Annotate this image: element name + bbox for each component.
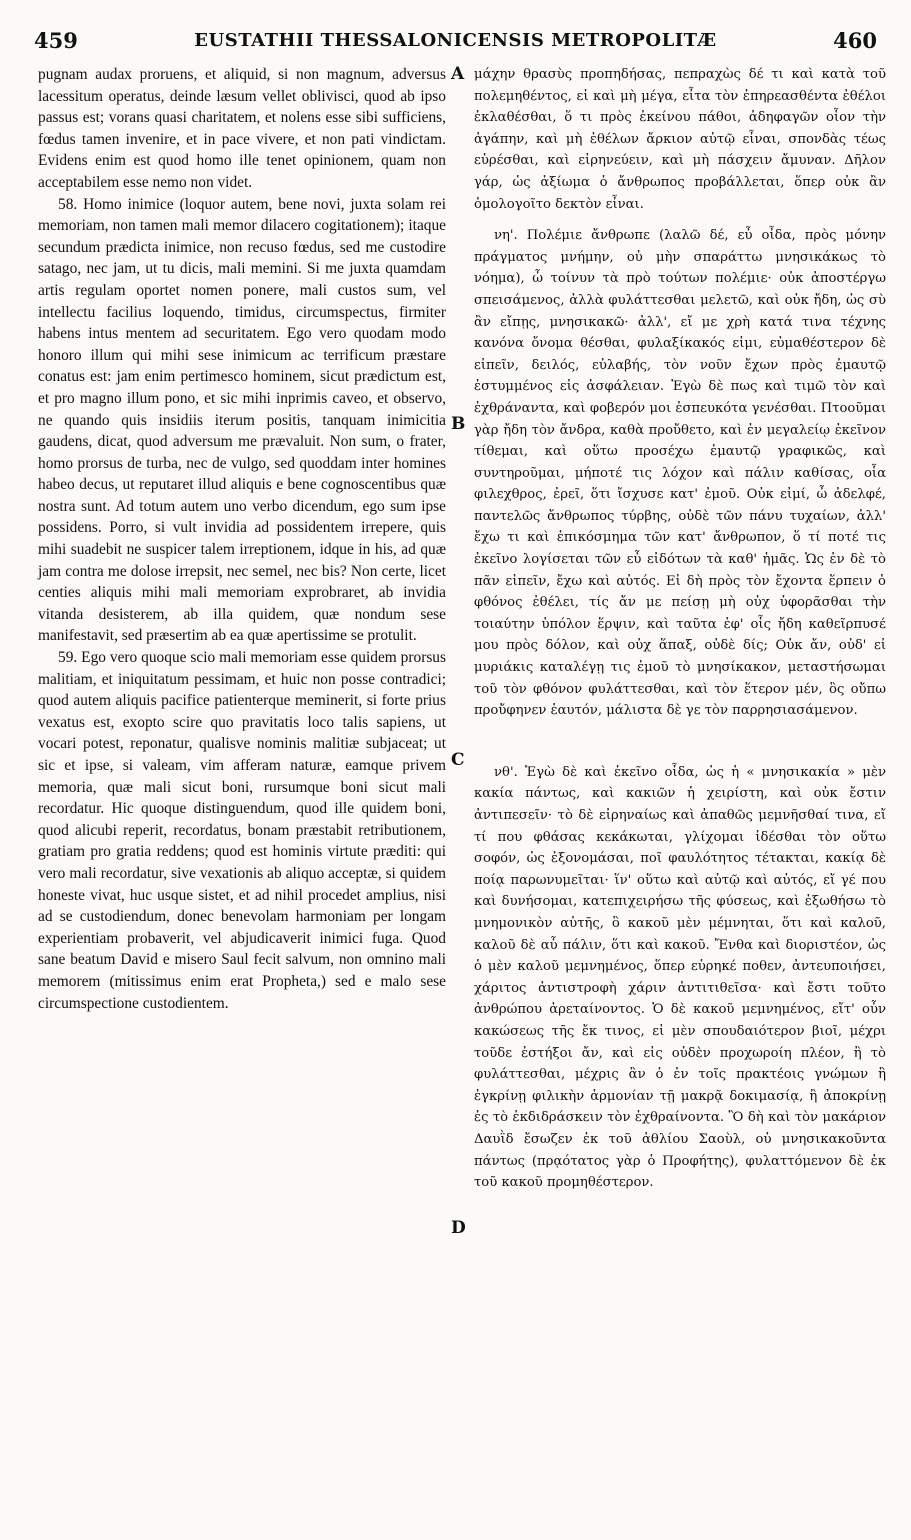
page-header (34, 28, 877, 60)
latin-paragraph-57-end: pugnam audax proruens, et aliquid, si non magnum, adversus lacessitum operatus, deinde læsum vellet oblivisci, quod ab ipso passus est; vorans quasi charitatem, et nolens esse sibi sufficiens, fœdus tamen invenire, et in pace vivere, et non pati vindictam. Evidens enim est quod homo ille tenet opinionem, quam non acceptabilem esse nemo non videt. (38, 66, 446, 191)
section-marker-a: A (451, 64, 465, 84)
section-marker-c: C (451, 750, 465, 770)
page-number-left: 459 (34, 28, 78, 53)
greek-paragraph-58: νη'. Πολέμιε ἄνθρωπε (λαλῶ δέ, εὖ οἶδα, πρὸς μόνην πράγματος μνήμην, οὐ μὴν σπαράττω μνησικάκως τὸ νόημα), ὦ τοίνυν τὰ πρὸ τούτων πολέμιε· οὐκ ἀποστέργω σπεισάμενος, ἀλλὰ φυλάττεσθαι μελετῶ, καὶ οὐκ ἤδη, ὡς σὺ ἂν εἴπῃς, μνησικακῶ· ἀλλ', εἴ με χρὴ κατά τινα τέχνης κανόνα ὄνομα θέσθαι, φυλαξίκακός εἰμι, εὐμαθέστερον δὲ εἰπεῖν, δειλός, εὐλαβής, τὸν νοῦν ἔχων πρὸς ἐμαυτῷ ἐστυμμένος εἰς ἀσφάλειαν. Ἐγὼ δὲ πως καὶ τιμῶ τὸν καὶ ἐχθράναντα, καὶ φοβερόν μοι ἐσπευκότα γενέσθαι. Πτοοῦμαι γὰρ ἤδη τὸν ἄνδρα, καθὰ προὔθετο, καὶ ἐν μεγαλείῳ ἐκεῖνον τίθεμαι, καὶ οὕτω προσέχω ἐμαυτῷ γραφικῶς, καὶ συντηροῦμαι, μήποτέ τις λόχον καὶ πάλιν καθίσας, οἷα φιλεχθρος, ἐρεῖ, ὅτι ἴσχυσε κατ' ἐμοῦ. Οὐκ εἰμί, ὦ ἀδελφέ, παντελῶς ἄνθρωπος τύρβης, οὐδὲ τῶν πάνυ τυχαίων, ἀλλ' ἔχω τι καὶ ἐπικόσμημα τῶν κατ' ἄνθρωπον, ὅ τί ποτέ τις ἐκεῖνο λογίσεται τῶν εὖ εἰδότων τὰ καθ' ἡμᾶς. Ὡς ἐν δὲ τὸ πᾶν εἰπεῖν, ἔχω καὶ αὐτός. Εἰ δὴ πρὸς τὸν ἔχοντα ἕρπειν ὁ φθόνος ἐθέλει, τίς ἄν με πείσῃ μὴ οὐχ ὑφορᾶσθαι τὴν τοιαύτην ὑπόλον ἕρψιν, καὶ ταῦτα ἐφ' οἷς ἤδη καθεῖρπυσέ μου πρὸς δόλον, καὶ οὐχ ἅπαξ, οὐδὲ δίς; Οὐκ ἄν, οὐδ' εἰ μυριάκις καταλέγῃ τις ἐμοῦ τὸ μνησίκακον, μεταστήσωμαι τοῦ τὸν φθόνον φυλάττεσθαι, καὶ τὸν ἕτερον μέν, ὃς οὔπω προὔφηνεν ἑαυτόν, μάλιστα δὲ γε τὸν παρρησιασάμενον. (474, 228, 886, 719)
latin-paragraph-58: 58. Homo inimice (loquor autem, bene novi, juxta solam rei memoriam, non tamen mali memor dilacero cogitationem); itaque secundum prædicta inimice, non recuso fœdus, sed me custodire satago, nec jam, ut tu dicis, mali memini. Si me juxta quamdam artis regulam oportet nomen ponere, mali custos sum, vel intellectu facilius loquendo, timidus, circumspectus, firmiter habens intus mentem ad securitatem. Ego vero quodam modo honoro illum qui mihi sese inimicum ac terrificum præstare conatus est: jam enim pertimesco hominem, sicut prædictum est, et pro magno illum pono, et sic mihi inprimis caveo, et observo, ne quando quis insidiis iterum positis, tanquam inimicitia gaudens, dicat, quod adversum me prævaluit. Non sum, o frater, homo prorsus de turba, nec de vulgo, sed quoddam inter homines habeo decus, ut reputaret illud aliquis e bene cognoscentibus quæ nostra sunt. Ad totum autem uno verbo dicendum, ego sum ipse possidens. Porro, si vult invidia ad possidentem irrepere, quis mihi suadebit ne suspicer talem irreptionem, idque in his, ad quæ jam contra me dolose irrepsit, nec semel, nec bis? Non certe, licet centies aliquis mihi mali memoriam exprobraret, ab invidia vitanda desisterem, ab illa quidem, quæ nondum sese manifestavit, sed præsertim ab ea quæ apertissime se protulit. (38, 195, 446, 645)
running-title: EUSTATHII THESSALONICENSIS METROPOLITÆ (194, 30, 717, 51)
page-number-right: 460 (833, 28, 877, 53)
greek-column (474, 64, 886, 1194)
greek-paragraph-57-end: μάχην θρασὺς προπηδήσας, πεπραχὼς δέ τι καὶ κατὰ τοῦ πολεμηθέντος, εἰ καὶ μὴ μέγα, εἶτα τὸν ἐπηρεασθέντα ἐθέλοι ἐκλαθέσθαι, ὅ τι πρὸς ἐκείνου πάθοι, ἀδηφαγῶν οἷον τὴν ἀγάπην, καὶ μὴ ἐθέλων ἄρκιον αὐτῷ εἶναι, σπονδὰς τέως εὑρέσθαι, καὶ εἰρηνεύειν, καὶ μὴ πάσχειν ἄμυναν. Δῆλον γάρ, ὡς ἀξίωμα ὁ ἄνθρωπος προβάλλεται, ὅπερ οὐκ ἂν ὁμολογοῖτο δεκτὸν εἶναι. (474, 67, 886, 212)
section-marker-d: D (451, 1218, 466, 1238)
greek-paragraph-59: νθ'. Ἐγὼ δὲ καὶ ἐκεῖνο οἶδα, ὡς ἡ « μνησικακία » μὲν κακία πάντως, καὶ κακιῶν ἡ χειρίστη, καὶ οὐκ ἔστιν ἀντιπεσεῖν· τὸ δὲ εἰρηναίως καὶ ἀπαθῶς μεμνῆσθαί τινα, εἴ τί που φθάσας κεκάκωται, γλίχομαι ἰδέσθαι τὸν οὕτω σοφόν, ὡς ἐξονομάσαι, ποῖ φαυλότητος τέτακται, κακίᾳ δὲ ποίᾳ παρωνυμεῖται· ἵν' οὕτω καὶ αὐτῷ καὶ αὐτός, εἴ γέ που καὶ δυνήσομαι, κατεπιχειρήσω τῆς φύσεως, καὶ ἐξωθήσω τὸ μνημονικὸν αὐτῆς, ὃ κακοῦ μὲν μέμνηται, ὅτι καὶ καλοῦ, καλοῦ δὲ αὖ πάλιν, ὅτι καὶ κακοῦ. Ἔνθα καὶ διοριστέον, ὡς ὁ μὲν καλοῦ μεμνημένος, ὅπερ εὑρηκέ ποθεν, ἀντευποιήσει, χάριτος ἀντιστροφὴ χάριν ἀντιτιθεῖσα· καὶ ἔστι τοῦτο ἀνθρώπου ἀρεταίνοντος. Ὁ δὲ κακοῦ μεμνημένος, εἴτ' οὖν κακώσεως τῆς ἔκ τινος, εἰ μὲν σπουδαιότερον βιοῖ, μέχρι τοῦδε ἐστήξοι ἄν, καὶ εἰς οὐδὲν προχωροίη πλέον, ἢ τὸ φυλάττεσθαι, μέχρις ἂν ὁ ἐν τοῖς πρακτέοις γνώμων ἢ ἐγκρίνῃ φιλικὴν ἁρμονίαν τῇ μακρᾷ δοκιμασίᾳ, ἢ ἀποκρίνῃ ἐς τὸ ἐκδιδράσκειν τὸν ἐχθραίνοντα. Ὃ δὴ καὶ τὸν μακάριον Δαυῒδ ἔσωζεν ἐκ τοῦ ἀθλίου Σαοὺλ, οὐ μνησικακοῦντα πάντως (πρᾳότατος γὰρ ὁ Προφήτης), φυλαττόμενον δὲ ἐκ τοῦ κακοῦ προμηθέστερον. (474, 764, 886, 1191)
latin-column (38, 64, 446, 1014)
section-marker-b: B (451, 414, 466, 434)
latin-paragraph-59: 59. Ego vero quoque scio mali memoriam esse quidem prorsus malitiam, et iniquitatum pessimam, et huic non posse contradici; quod autem aliquis pacifice patienterque meminerit, si forte prius vexatus est, exopto scire quo pravitatis loco talis sapiens, ut vocari potest, reponatur, qualisve nominis malitiæ subjaceat; ut sic et ipse, si valeam, vim afferam naturæ, eamque privem memoria, quæ mali sicut boni, rursumque boni sicut mali recordatur. Hic quoque distinguendum, quod ille quidem boni, quod alicubi reperit, recordatus, bonam præstabit retributionem, gratiam pro gratia reddens; quod est hominis virtute præditi: qui vero mali recordatur, sive vexationis ab aliquo acceptæ, si quidem honeste vivat, huc usque sistet, et ad nihil procedet amplius, nisi ad se custodiendum, donec benevolam harmoniam per longam experientiam probaverit, vel abjudicaverit inimici fuga. Quod sane beatum David e misero Saul fecit salvum, non omnino mali memorem (mitissimus enim erat Propheta,) sed e malo sese circumspectione custodientem. (38, 649, 446, 1012)
